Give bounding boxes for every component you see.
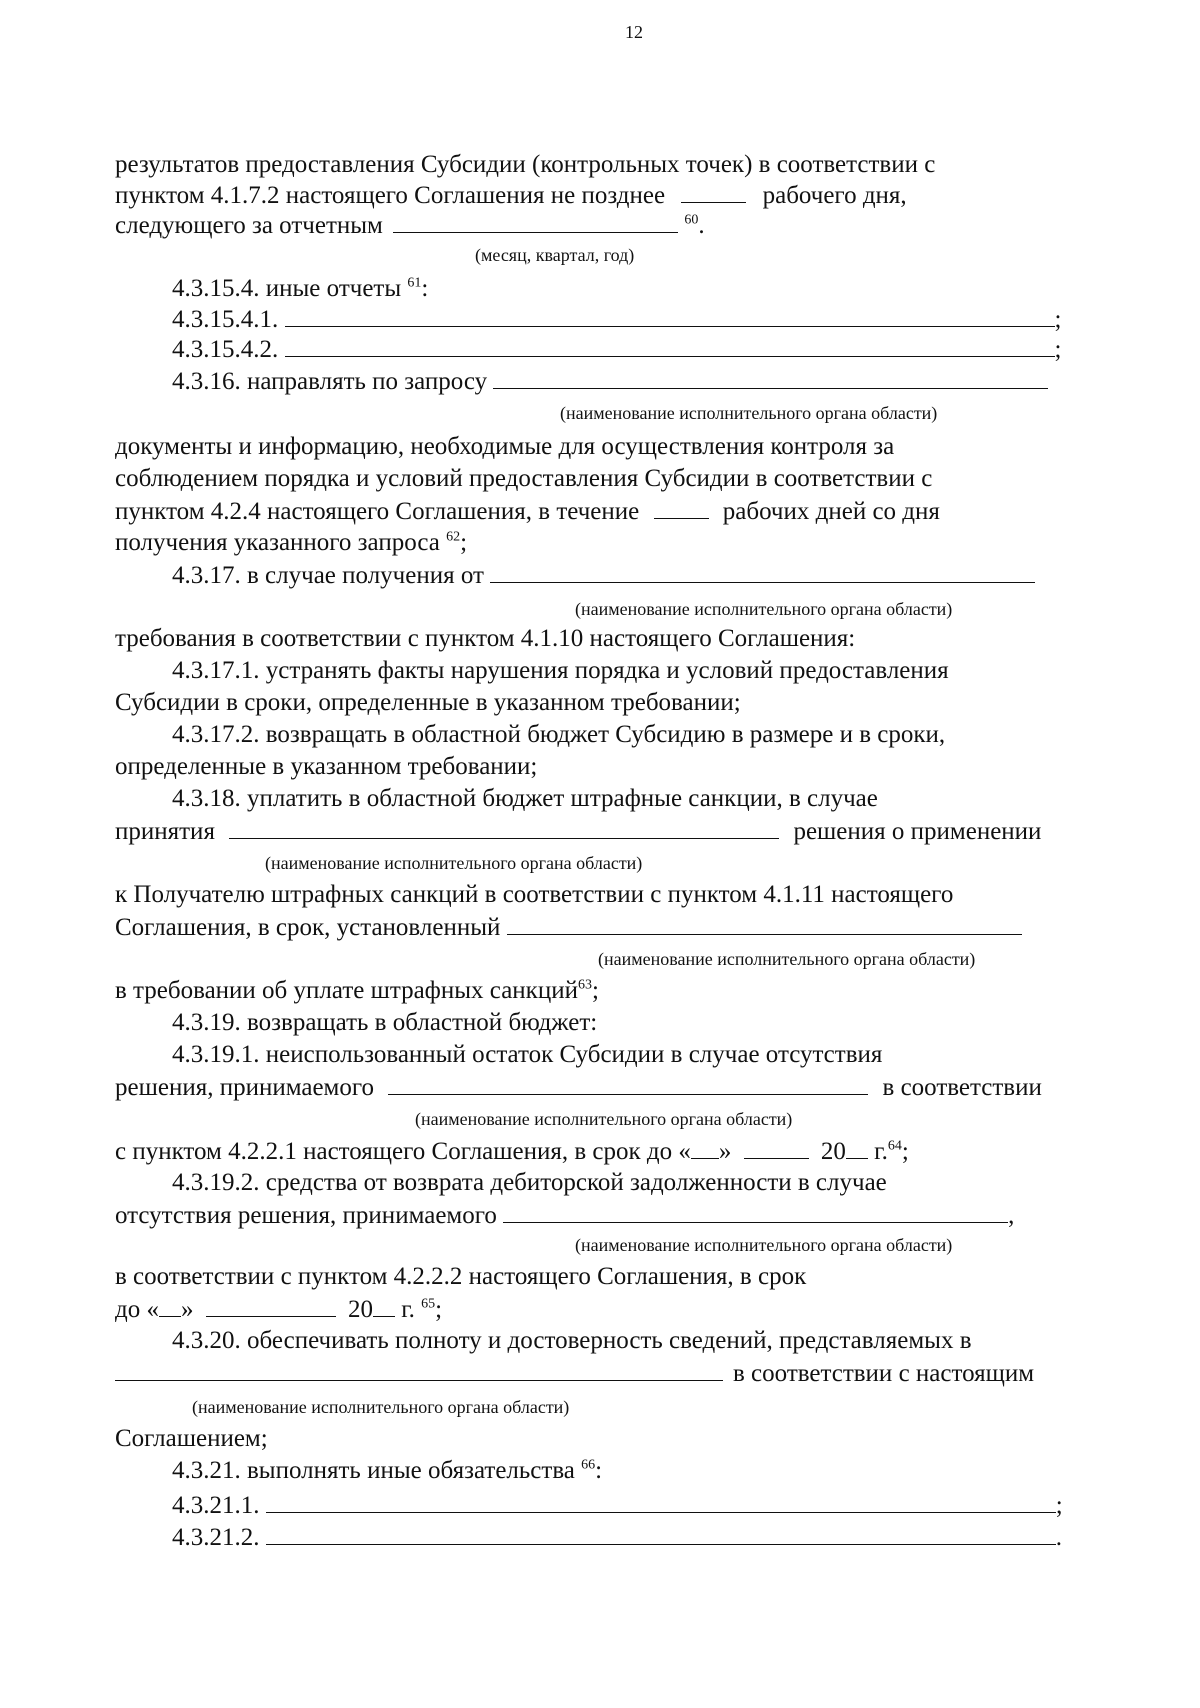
blank-field[interactable] <box>229 816 779 839</box>
text-line: в соответствии с пунктом 4.2.2.2 настоящего Соглашения, в срок <box>115 1263 807 1290</box>
text-line: с пунктом 4.2.2.1 настоящего Соглашения, в срок до « » 20 г.$^{64}$; <box>115 1138 909 1165</box>
blank-field[interactable] <box>846 1136 868 1159</box>
page-number: 12 <box>625 22 643 42</box>
footnote-ref: 60 <box>684 212 699 228</box>
blank-field[interactable] <box>744 1136 809 1159</box>
field-caption: (наименование исполнительного органа области) <box>598 949 976 969</box>
text-line: принятия решения о применении <box>115 818 1042 845</box>
text-line: соблюдением порядка и условий предоставления Субсидии в соответствии с <box>115 465 933 492</box>
text-line: получения указанного запроса $^{62}$; <box>115 529 468 556</box>
text-line: документы и информацию, необходимые для осуществления контроля за <box>115 433 895 460</box>
text-line: 4.3.16. направлять по запросу <box>172 366 1048 397</box>
blank-field[interactable] <box>373 1294 395 1317</box>
text-line: до « » 20 г. $^{65}$; <box>115 1296 443 1323</box>
blank-field[interactable] <box>285 304 1055 327</box>
text-line: решения, принимаемого в соответствии <box>115 1074 1042 1101</box>
field-caption: (месяц, квартал, год) <box>475 245 635 265</box>
blank-field[interactable] <box>266 1490 1056 1513</box>
text-line: определенные в указанном требовании; <box>115 753 538 780</box>
text-line: пунктом 4.2.4 настоящего Соглашения, в течение рабочих дней со дня <box>115 498 940 525</box>
text-line: 4.3.17. в случае получения от <box>172 560 1035 591</box>
field-caption: (наименование исполнительного органа области) <box>415 1109 793 1129</box>
field-caption: (наименование исполнительного органа области) <box>192 1397 570 1417</box>
text-line: 4.3.19.1. неиспользованный остаток Субсидии в случае отсутствия <box>172 1041 883 1068</box>
footnote-ref: 61 <box>407 275 422 291</box>
blank-field[interactable] <box>266 1522 1056 1545</box>
blank-field[interactable] <box>503 1200 1008 1223</box>
text-line: Субсидии в сроки, определенные в указанном требовании; <box>115 689 741 716</box>
footnote-ref: 63 <box>577 977 592 993</box>
text-line: Соглашением; <box>115 1425 268 1452</box>
footnote-ref: 62 <box>446 529 461 545</box>
text-line: Соглашения, в срок, установленный <box>115 912 1022 943</box>
blank-field[interactable] <box>393 210 678 233</box>
blank-field[interactable] <box>115 1358 723 1381</box>
text-line: 4.3.20. обеспечивать полноту и достоверность сведений, представляемых в <box>172 1327 972 1354</box>
field-caption: (наименование исполнительного органа области) <box>265 853 643 873</box>
text-line: 4.3.17.2. возвращать в областной бюджет Субсидию в размере и в сроки, <box>172 721 946 748</box>
text-line: 4.3.15.4.2. ; <box>172 336 1062 363</box>
field-caption: (наименование исполнительного органа области) <box>575 599 953 619</box>
footnote-ref: 66 <box>581 1457 596 1473</box>
text-line: пунктом 4.1.7.2 настоящего Соглашения не позднее рабочего дня, <box>115 182 907 209</box>
footnote-ref: 65 <box>421 1296 436 1312</box>
blank-field[interactable] <box>285 334 1055 357</box>
text-line: 4.3.19. возвращать в областной бюджет: <box>172 1009 598 1036</box>
text-line: результатов предоставления Субсидии (контрольных точек) в соответствии с <box>115 151 936 178</box>
field-caption: (наименование исполнительного органа области) <box>575 1235 953 1255</box>
blank-field[interactable] <box>654 496 709 519</box>
blank-field[interactable] <box>206 1294 336 1317</box>
blank-field[interactable] <box>507 912 1022 935</box>
text-line: 4.3.19.2. средства от возврата дебиторской задолженности в случае <box>172 1169 887 1196</box>
text-line: 4.3.21. выполнять иные обязательства $^{66}$: <box>172 1457 603 1484</box>
blank-field[interactable] <box>681 180 746 203</box>
text-line: 4.3.21.1. ; <box>172 1492 1063 1519</box>
blank-field[interactable] <box>490 560 1035 583</box>
text-line: 4.3.18. уплатить в областной бюджет штрафные санкции, в случае <box>172 785 878 812</box>
footnote-ref: 64 <box>887 1138 902 1154</box>
text-line: следующего за отчетным $^{60}$. <box>115 212 705 239</box>
text-line: в требовании об уплате штрафных санкций$^{63}$; <box>115 977 599 1004</box>
blank-field[interactable] <box>691 1136 719 1159</box>
text-line: 4.3.15.4. иные отчеты $^{61}$: <box>172 275 429 302</box>
text-line: в соответствии с настоящим <box>115 1358 1034 1389</box>
text-line: 4.3.17.1. устранять факты нарушения порядка и условий предоставления <box>172 657 949 684</box>
text-line: отсутствия решения, принимаемого , <box>115 1202 1015 1229</box>
blank-field[interactable] <box>388 1072 868 1095</box>
blank-field[interactable] <box>493 366 1048 389</box>
text-line: 4.3.21.2. . <box>172 1524 1062 1551</box>
blank-field[interactable] <box>159 1294 181 1317</box>
text-line: 4.3.15.4.1. ; <box>172 306 1062 333</box>
text-line: к Получателю штрафных санкций в соответствии с пунктом 4.1.11 настоящего <box>115 881 954 908</box>
field-caption: (наименование исполнительного органа области) <box>560 403 938 423</box>
text-line: требования в соответствии с пунктом 4.1.10 настоящего Соглашения: <box>115 625 856 652</box>
